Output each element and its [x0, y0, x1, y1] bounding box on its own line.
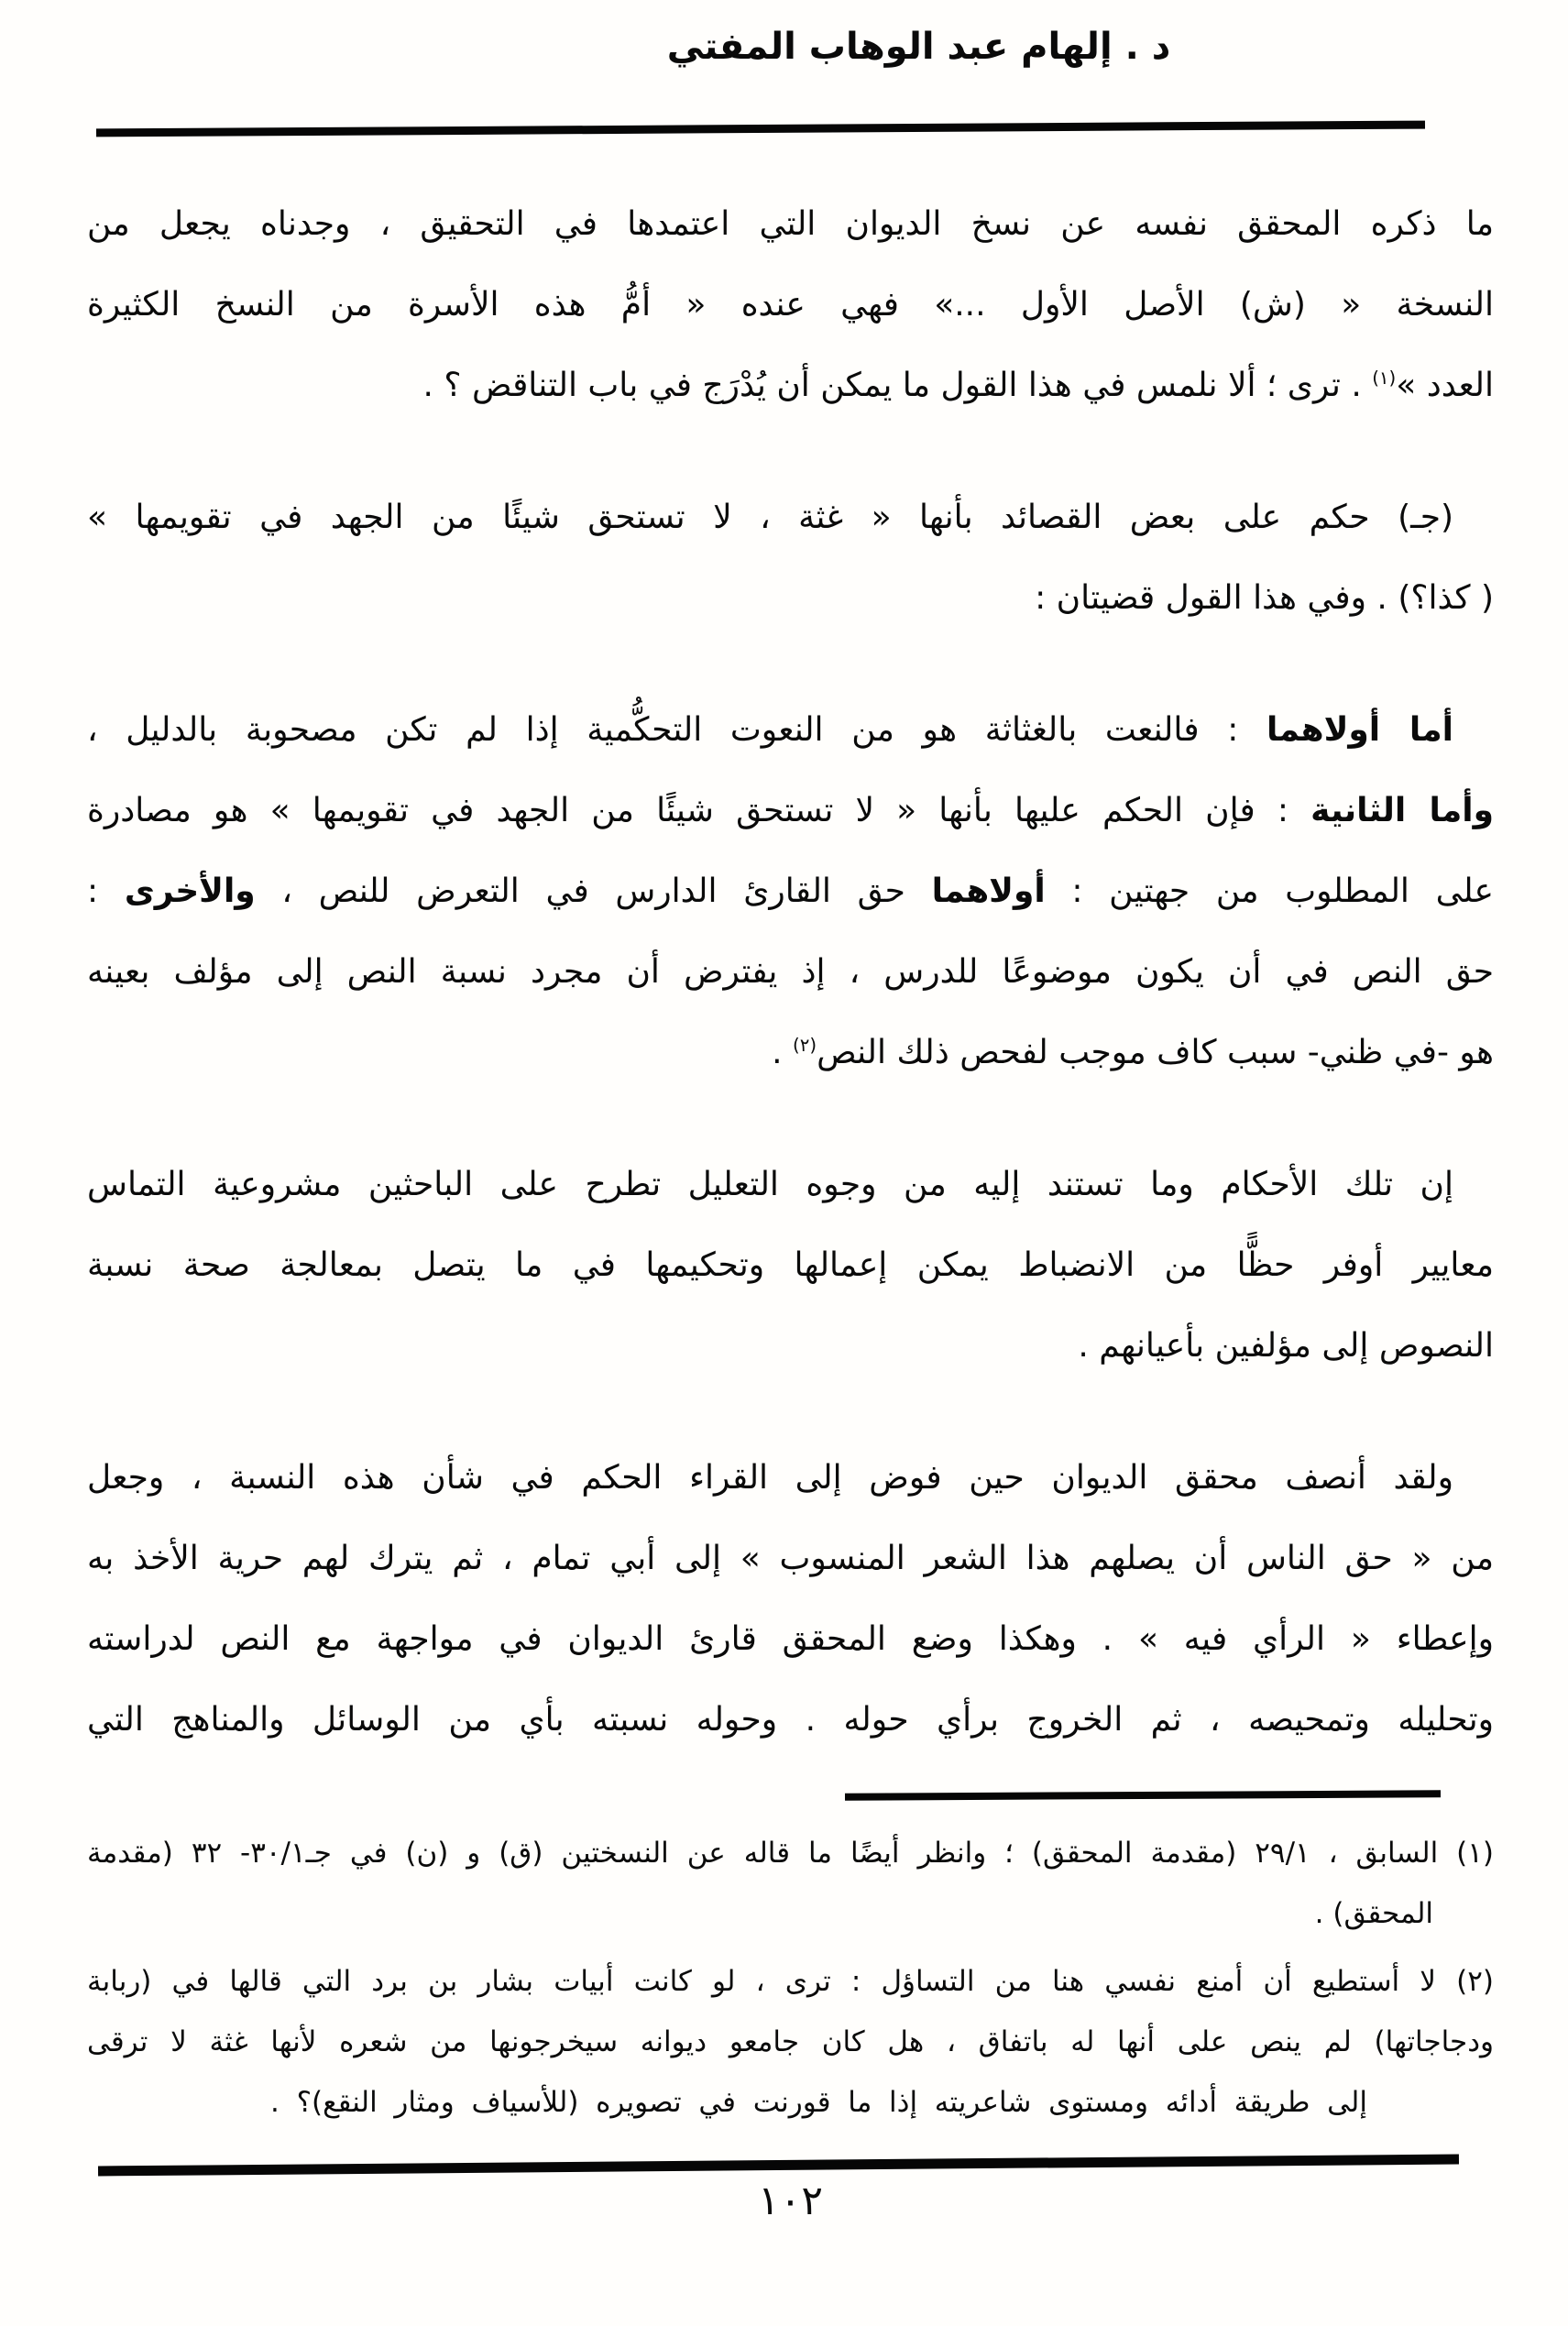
body-line: وتحليله وتمحيصه ، ثم الخروج برأي حوله . وحوله نسبته بأي من الوسائل والمناهج التي	[87, 1701, 1494, 1739]
paragraph	[87, 1145, 1494, 1387]
body-line: النصوص إلى مؤلفين بأعيانهم .	[1078, 1327, 1494, 1365]
body-line: هو -في ظني- سبب كاف موجب لفحص ذلك النص$^{(٢)}$ .	[772, 1034, 1494, 1071]
footnote-line: (١) السابق ، ٢٩/١ (مقدمة المحقق) ؛ وانظر أيضًا ما قاله عن النسختين (ق) و (ن) في جـ٣٠/١- ٣٢ (مقدمة	[87, 1837, 1494, 1870]
body-line: النسخة « (ش) الأصل الأول ...» فهي عنده « أمُّ هذه الأسرة من النسخ الكثيرة	[87, 286, 1494, 324]
body-line: حق النص في أن يكون موضوعًا للدرس ، إذ يفترض أن مجرد نسبة النص إلى مؤلف بعينه	[87, 953, 1494, 991]
header-rule	[96, 121, 1425, 137]
footnote-separator-rule	[845, 1790, 1441, 1800]
body-line: أما أولاهما : فالنعت بالغثاثة هو من النعوت التحكُّمية إذا لم تكن مصحوبة بالدليل ،	[87, 711, 1453, 749]
body-line: ولقد أنصف محقق الديوان حين فوض إلى القراء الحكم في شأن هذه النسبة ، وجعل	[87, 1459, 1453, 1497]
page-number: ١٠٢	[758, 2178, 823, 2224]
footer-rule	[98, 2155, 1459, 2177]
body-line: إن تلك الأحكام وما تستند إليه من وجوه التعليل تطرح على الباحثين مشروعية التماس	[87, 1166, 1453, 1203]
footnote	[87, 1951, 1494, 2133]
body-line: وأما الثانية : فإن الحكم عليها بأنها « لا تستحق شيئًا من الجهد في تقويمها » هو مصادرة	[87, 792, 1494, 829]
body-line: على المطلوب من جهتين : أولاهما حق القارئ الدارس في التعرض للنص ، والأخرى :	[87, 872, 1495, 910]
paragraph	[87, 690, 1494, 1093]
body-line: ما ذكره المحقق نفسه عن نسخ الديوان التي اعتمدها في التحقيق ، وجدناه يجعل من	[87, 205, 1494, 243]
body-text	[87, 184, 1494, 1761]
footnote-line: (٢) لا أستطيع أن أمنع نفسي هنا من التساؤل : ترى ، لو كانت أبيات بشار بن برد التي قالها في (ربابة	[87, 1965, 1494, 1998]
body-line: من « حق الناس أن يصلهم هذا الشعر المنسوب » إلى أبي تمام ، ثم يترك لهم حرية الأخذ به	[87, 1540, 1494, 1577]
body-line: معايير أوفر حظًّا من الانضباط يمكن إعمالها وتحكيمها في ما يتصل بمعالجة صحة نسبة	[87, 1246, 1494, 1284]
footnotes	[87, 1823, 1494, 2133]
page-footer	[87, 1792, 1494, 2224]
footnote-line: المحقق) .	[1314, 1897, 1433, 1930]
body-line: وإعطاء « الرأي فيه » . وهكذا وضع المحقق قارئ الديوان في مواجهة مع النص لدراسته	[87, 1620, 1494, 1658]
footnote-line: ودجاجاتها) لم ينص على أنها له باتفاق ، هل كان جامعو ديوانه سيخرجونها من شعره لأنها غثة لا ترقى	[87, 2025, 1494, 2058]
footnote	[87, 1823, 1494, 1944]
paragraph	[87, 1438, 1494, 1761]
body-line: العدد »$^{(١)}$ . ترى ؛ ألا نلمس في هذا القول ما يمكن أن يُدْرَج في باب التناقض ؟ .	[422, 367, 1494, 404]
paragraph	[87, 477, 1494, 639]
page-header-author: د . إلهام عبد الوهاب المفتي	[666, 26, 1171, 68]
page-header	[87, 0, 1494, 133]
footnote-line: إلى طريقة أدائه ومستوى شاعريته إذا ما قورنت في تصويره (للأسياف ومثار النقع)؟ .	[270, 2086, 1367, 2119]
body-line: (جـ) حكم على بعض القصائد بأنها « غثة ، لا تستحق شيئًا من الجهد في تقويمها »	[87, 499, 1453, 536]
body-line: ( كذا؟) . وفي هذا القول قضيتان :	[1035, 579, 1494, 617]
paragraph	[87, 184, 1494, 426]
